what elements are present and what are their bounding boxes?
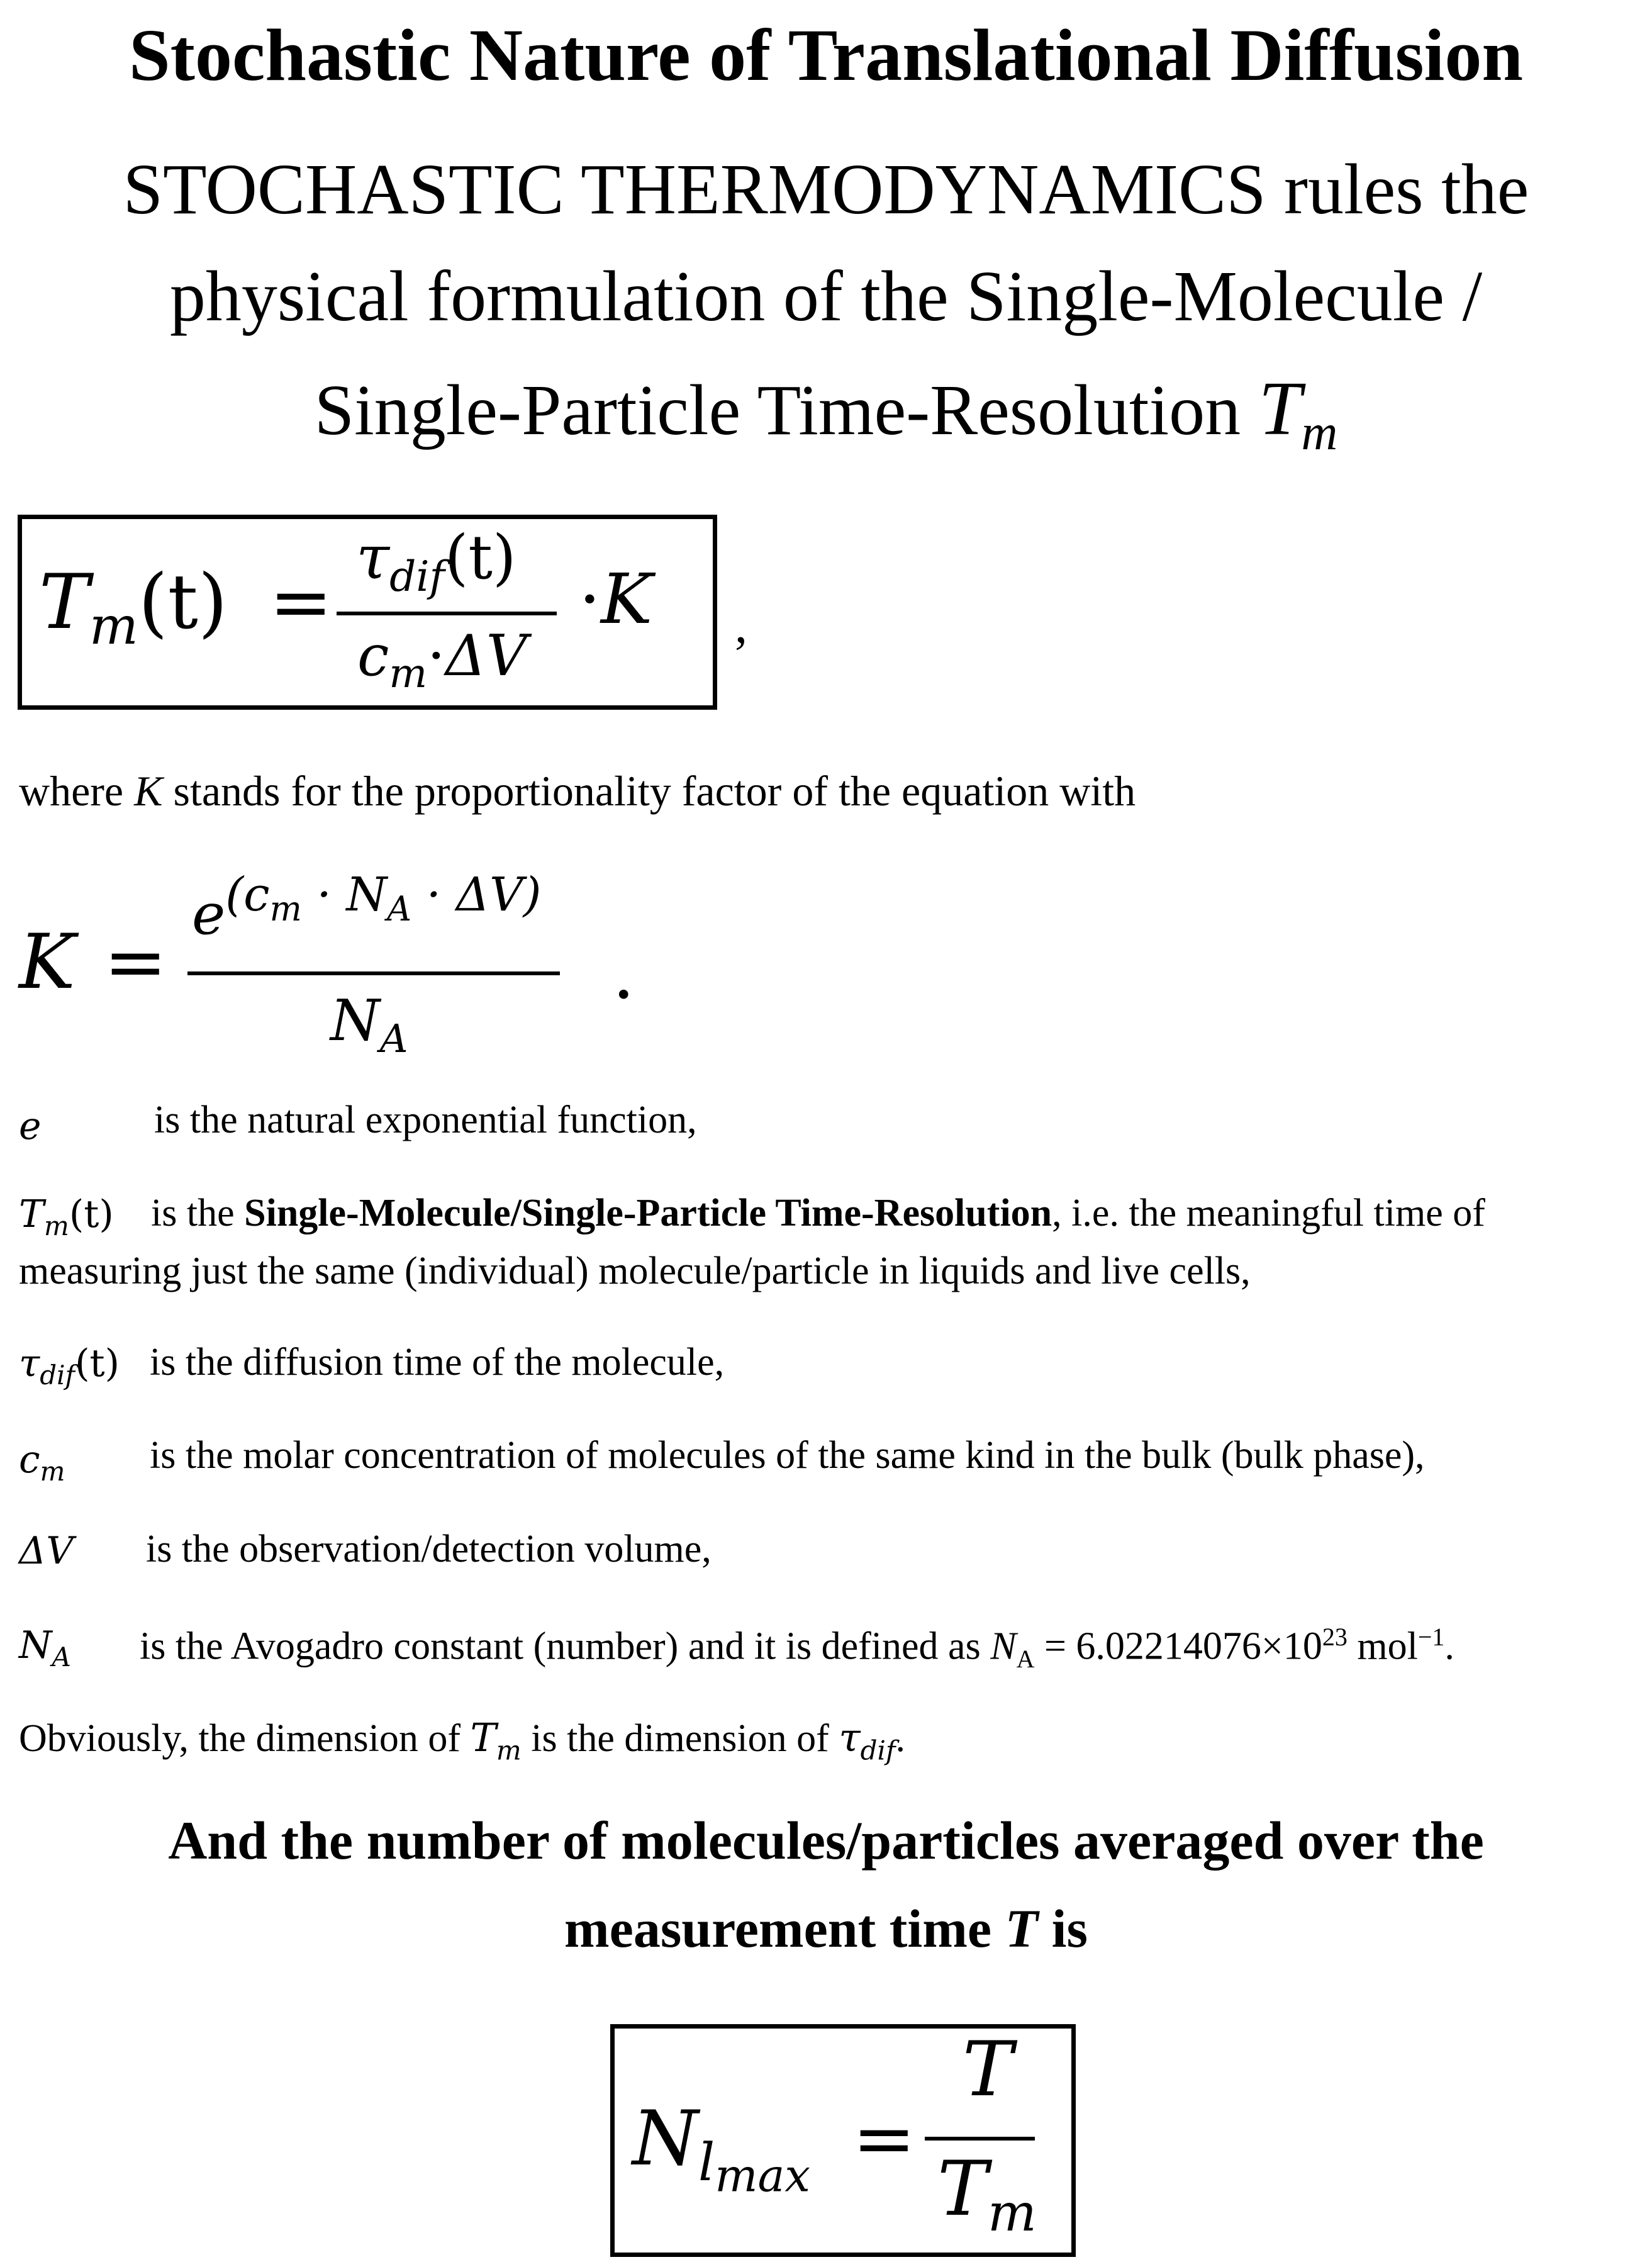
eq1-den-c-sub: m — [389, 651, 428, 697]
def-tau-t: τ — [19, 1341, 40, 1385]
eq1-trailing-comma: , — [735, 598, 747, 654]
def-tm-symbol — [19, 1192, 114, 1241]
def-tm-t: T — [19, 1192, 45, 1236]
def-tm-text — [151, 1191, 1485, 1236]
eq1-lhs — [39, 559, 228, 656]
obvious-s2-sub: dif — [860, 1735, 896, 1766]
eq1-denominator — [357, 623, 527, 697]
eq3-lhs-sub: l — [698, 2133, 715, 2193]
eq1-num-sub: dif — [389, 552, 445, 602]
eq2-exp-open: (c — [225, 868, 270, 922]
subtitle-line-3 — [0, 365, 1652, 462]
obvious-s2: τ — [839, 1715, 861, 1760]
def-tm-post: , i.e. the meaningful time of — [1052, 1192, 1485, 1234]
eq3-denominator — [937, 2146, 1037, 2243]
def-na-end: . — [1444, 1625, 1454, 1668]
def-tm-sub: m — [44, 1211, 69, 1241]
eq1-num-symbol: τ — [356, 522, 390, 593]
def-cm-text: is the molar concentration of molecules of the same kind in the bulk (bulk phase), — [150, 1434, 1425, 1477]
obvious-pre: Obviously, the dimension of — [19, 1717, 471, 1760]
eq3-equals: = — [852, 2095, 916, 2183]
def-na-inline-sub: A — [1016, 1645, 1035, 1674]
page-title: Stochastic Nature of Translational Diffusion — [129, 14, 1523, 96]
eq1-lhs-symbol: T — [39, 559, 90, 646]
subtitle-line-3-text: Single-Particle Time-Resolution — [314, 370, 1241, 450]
eq2-exponent — [225, 868, 542, 929]
def-tm-line2: measuring just the same (individual) molecule/particle in liquids and live cells, — [19, 1250, 1251, 1292]
def-na-unit-exp: −1 — [1417, 1623, 1445, 1651]
eq1-equals: = — [269, 559, 333, 646]
where-pre: where — [19, 767, 135, 815]
eq3-lhs — [632, 2095, 810, 2202]
def-e-text: is the natural exponential function, — [154, 1099, 697, 1141]
eq1-den-dot: · — [427, 623, 445, 689]
where-post: stands for the proportionality factor of the equation with — [162, 767, 1136, 815]
eq3-lhs-n: N — [632, 2095, 698, 2183]
eq3-lhs-sub-wrap — [698, 2133, 811, 2202]
def-e-symbol: e — [19, 1104, 42, 1148]
obvious-text — [19, 1715, 905, 1766]
eq2-fraction-bar — [187, 971, 560, 975]
def-na-sub: A — [52, 1642, 71, 1672]
subtitle-symbol: T — [1258, 366, 1302, 451]
eq1-lhs-arg: (t) — [138, 559, 228, 646]
eq1-lhs-sub: m — [89, 596, 138, 656]
eq1-fraction-bar — [337, 612, 557, 615]
eq2-lhs: K — [19, 919, 75, 1006]
eq2-trailing-dot: . — [617, 948, 631, 1010]
eq2-num-e: e — [192, 882, 226, 948]
heading2-post: is — [1038, 1898, 1088, 1959]
obvious-s1-sub: m — [496, 1735, 522, 1766]
eq1-factor — [579, 559, 652, 639]
obvious-s1: T — [470, 1715, 496, 1760]
obvious-mid: is the dimension of — [521, 1717, 839, 1760]
eq2-exp-end: · ΔV) — [411, 868, 542, 922]
eq3-lhs-subsub: max — [715, 2149, 811, 2202]
eq2-equals: = — [104, 919, 167, 1006]
def-tm-arg: (t) — [69, 1192, 114, 1236]
def-tau-arg: (t) — [75, 1341, 120, 1385]
def-dv-symbol: ΔV — [19, 1529, 74, 1573]
obvious-end: . — [895, 1717, 905, 1760]
eq2-numerator — [192, 868, 542, 948]
def-cm-c: c — [19, 1438, 40, 1482]
eq2-exp-mid: · N — [301, 868, 388, 922]
subtitle-line-2: physical formulation of the Single-Molecule / — [169, 256, 1483, 336]
subtitle-line-1: STOCHASTIC THERMODYNAMICS rules the — [123, 149, 1529, 229]
where-text — [19, 766, 1136, 816]
where-k: K — [134, 767, 163, 815]
def-cm-symbol — [19, 1438, 65, 1487]
subtitle-symbol-sub: m — [1301, 405, 1338, 461]
section-heading-line-1: And the number of molecules/particles averaged over the — [168, 1810, 1484, 1871]
def-na-n: N — [19, 1623, 52, 1667]
eq3-den-sub: m — [988, 2183, 1037, 2243]
def-na-exp: 23 — [1322, 1623, 1348, 1651]
def-na-text — [140, 1622, 1454, 1674]
def-tau-text: is the diffusion time of the molecule, — [150, 1341, 725, 1384]
eq1-numerator — [356, 522, 516, 601]
def-tau-sub: dif — [40, 1360, 75, 1391]
eq1-den-dv: ΔV — [445, 623, 527, 689]
eq2-denominator — [330, 988, 408, 1061]
def-na-symbol — [19, 1623, 71, 1672]
eq2-den-sub: A — [379, 1016, 408, 1061]
def-na-unit: mol — [1347, 1625, 1418, 1668]
heading2-sym: T — [1005, 1898, 1039, 1959]
eq3-fraction-bar — [925, 2137, 1035, 2141]
eq2-exp-sub: m — [269, 888, 302, 929]
eq1-times: · — [579, 559, 601, 639]
eq3-den-t: T — [937, 2146, 988, 2233]
eq3-numerator: T — [963, 2026, 1013, 2113]
def-na-inline-val: = 6.02214076×10 — [1034, 1625, 1322, 1668]
section-heading-line-2 — [0, 1897, 1652, 1960]
def-na-inline-n: N — [990, 1625, 1017, 1668]
def-dv-text: is the observation/detection volume, — [146, 1528, 712, 1570]
def-cm-sub: m — [40, 1456, 65, 1487]
eq2-exp-sub2: A — [387, 888, 412, 929]
def-tau-symbol — [19, 1341, 120, 1391]
eq1-den-c: c — [357, 623, 389, 689]
eq2-den-n: N — [330, 988, 380, 1054]
eq1-num-arg: (t) — [444, 522, 516, 593]
def-tm-pre: is the — [151, 1192, 245, 1234]
def-tm-bold: Single-Molecule/Single-Particle Time-Resolution — [244, 1192, 1052, 1234]
eq1-k: K — [600, 559, 653, 639]
heading2-pre: measurement time — [564, 1898, 1005, 1959]
def-na-pre: is the Avogadro constant (number) and it is defined as — [140, 1625, 991, 1668]
